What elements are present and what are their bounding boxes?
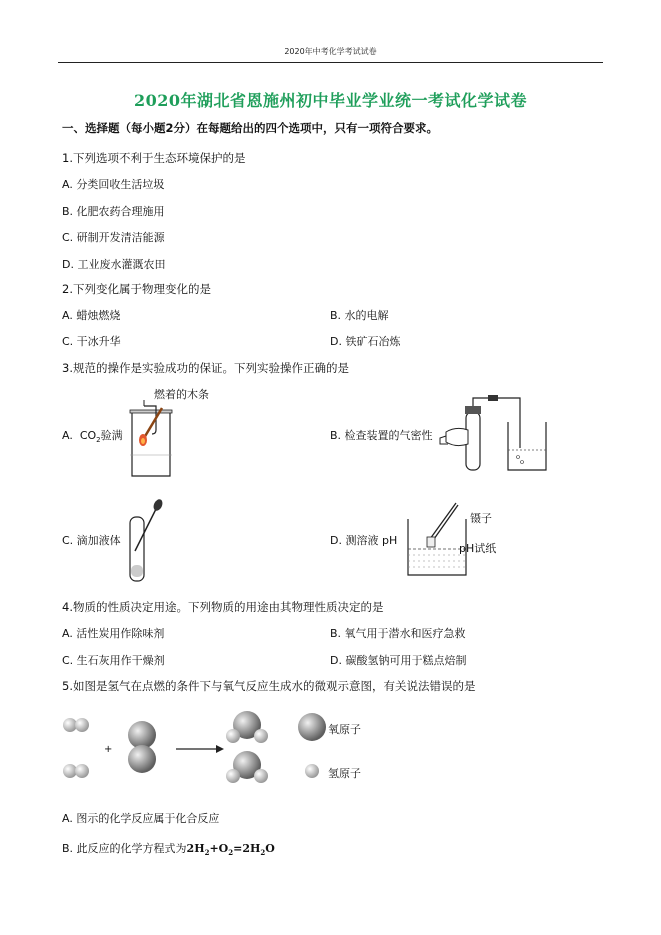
q4-stem: 4.物质的性质决定用途。下列物质的用途由其物理性质决定的是 bbox=[62, 600, 384, 614]
q4-option-d: D. 碳酸氢钠可用于糕点焙制 bbox=[330, 654, 467, 667]
airtightness-figure bbox=[438, 392, 553, 474]
oxygen-atom-legend bbox=[298, 713, 326, 741]
q3-option-a bbox=[62, 427, 123, 444]
q3-option-a-sub: 2 bbox=[96, 436, 101, 445]
ph-paper-label: pH试纸 bbox=[459, 542, 497, 555]
ph-test-figure bbox=[400, 497, 470, 579]
tweezers-label: 镊子 bbox=[470, 512, 492, 525]
q1-option-b: B. 化肥农药合理施用 bbox=[62, 205, 165, 218]
q3-option-d: D. 测溶液 pH bbox=[330, 534, 398, 547]
eq-part: O bbox=[265, 842, 275, 855]
q4-option-b: B. 氧气用于潜水和医疗急救 bbox=[330, 627, 466, 640]
q3-option-b: B. 检查装置的气密性 bbox=[330, 429, 433, 442]
hydrogen-molecule bbox=[63, 718, 89, 732]
reaction-plus: + bbox=[104, 744, 113, 755]
q1-option-c: C. 研制开发清洁能源 bbox=[62, 231, 165, 244]
q3-option-a-letter: A. bbox=[62, 429, 73, 442]
q1-stem: 1.下列选项不利于生态环境保护的是 bbox=[62, 151, 246, 165]
q3-option-c: C. 滴加液体 bbox=[62, 534, 121, 547]
oxygen-molecule bbox=[128, 721, 156, 773]
eq-sub: 2 bbox=[228, 848, 234, 858]
reaction-arrow-head bbox=[216, 745, 224, 753]
q5-option-b bbox=[62, 840, 275, 857]
hydrogen-molecule bbox=[63, 764, 89, 778]
eq-part: =2H bbox=[233, 842, 261, 855]
eq-part: 2H bbox=[186, 842, 205, 855]
page-header: 2020年中考化学考试试卷 bbox=[284, 47, 377, 56]
q2-option-a: A. 蜡烛燃烧 bbox=[62, 309, 121, 322]
q4-option-c: C. 生石灰用作干燥剂 bbox=[62, 654, 165, 667]
q2-option-c: C. 干冰升华 bbox=[62, 335, 121, 348]
dropper-figure bbox=[124, 497, 166, 585]
section-heading: 一、选择题（每小题2分）在每题给出的四个选项中，只有一项符合要求。 bbox=[62, 121, 438, 135]
gas-bottle-figure bbox=[122, 400, 182, 480]
q2-option-d: D. 铁矿石冶炼 bbox=[330, 335, 401, 348]
legend-oxygen-label: 氧原子 bbox=[328, 723, 361, 736]
water-molecule bbox=[226, 751, 268, 783]
legend-hydrogen-label: 氢原子 bbox=[328, 767, 361, 780]
q2-stem: 2.下列变化属于物理变化的是 bbox=[62, 282, 211, 296]
q4-option-a: A. 活性炭用作除味剂 bbox=[62, 627, 165, 640]
q3-option-a-co: CO bbox=[79, 429, 97, 442]
q5-option-a: A. 图示的化学反应属于化合反应 bbox=[62, 812, 220, 825]
q5-option-b-text: B. 此反应的化学方程式为 bbox=[62, 842, 187, 855]
water-molecule bbox=[226, 711, 268, 743]
eq-sub: 2 bbox=[204, 848, 210, 858]
q5-equation bbox=[186, 842, 275, 858]
q2-option-b: B. 水的电解 bbox=[330, 309, 389, 322]
q3-a-caption: 燃着的木条 bbox=[154, 388, 209, 401]
eq-sub: 2 bbox=[260, 848, 266, 858]
q3-stem: 3.规范的操作是实验成功的保证。下列实验操作正确的是 bbox=[62, 361, 349, 375]
q1-option-a: A. 分类回收生活垃圾 bbox=[62, 178, 165, 191]
header-divider bbox=[58, 62, 603, 63]
q3-option-a-text: 验满 bbox=[100, 429, 123, 442]
q5-stem: 5.如图是氢气在点燃的条件下与氧气反应生成水的微观示意图，有关说法错误的是 bbox=[62, 679, 476, 693]
eq-part: +O bbox=[209, 842, 229, 855]
q1-option-d: D. 工业废水灌溉农田 bbox=[62, 258, 166, 271]
exam-title: 2020年湖北省恩施州初中毕业学业统一考试化学试卷 bbox=[133, 91, 528, 110]
hydrogen-atom-legend bbox=[305, 764, 319, 778]
